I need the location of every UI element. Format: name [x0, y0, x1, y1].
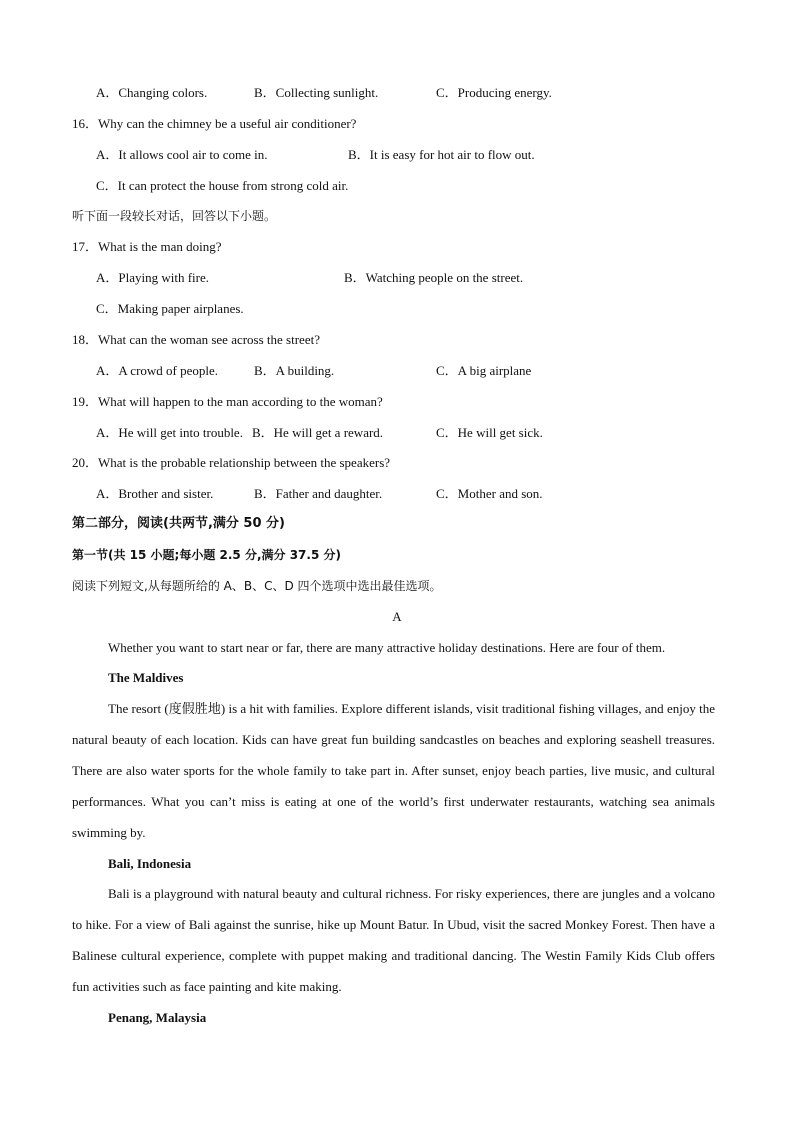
- penang-heading: Penang, Malaysia: [108, 1010, 207, 1025]
- q20-stem: 20．What is the probable relationship between the speakers?: [72, 455, 391, 470]
- q16-option-b: B．It is easy for hot air to flow out.: [348, 147, 535, 162]
- q16-option-c: C．It can protect the house from strong cold air.: [96, 178, 349, 193]
- dialogue-instruction: 听下面一段较长对话，回答以下小题。: [72, 209, 277, 223]
- q17-option-a: A．Playing with fire.: [96, 270, 210, 285]
- q19-option-b: B．He will get a reward.: [252, 425, 384, 440]
- q19-option-a: A．He will get into trouble.: [96, 425, 243, 440]
- q17-stem: 17．What is the man doing?: [72, 239, 222, 254]
- q18-option-a: A．A crowd of people.: [96, 363, 219, 378]
- q16-option-a: A．It allows cool air to come in.: [96, 147, 268, 162]
- q18-stem: 18．What can the woman see across the street?: [72, 332, 320, 347]
- part2-title: 第二部分，阅读(共两节,满分 50 分): [72, 516, 285, 531]
- passage-label: A: [392, 609, 402, 624]
- section1-title: 第一节(共 15 小题;每小题 2.5 分,满分 37.5 分): [72, 548, 341, 562]
- q18-option-c: C．A big airplane: [436, 363, 532, 378]
- maldives-heading: The Maldives: [108, 670, 184, 685]
- maldives-paragraph: [72, 693, 715, 848]
- q17-option-b: B．Watching people on the street.: [344, 270, 524, 285]
- bali-paragraph-text: Bali is a playground with natural beauty and cultural richness. For risky experiences, there are jungles and a volcano to hike. For a view of Bali against the sunrise, hike up Mount Batur. In Ubud, visit the sacred Monkey Forest. Then have a Balinese cultural experience, complete with puppet making and traditional dancing. The Westin Family Kids Club offers fun activities such as face painting and kite making.: [72, 886, 715, 994]
- q19-stem: 19．What will happen to the man according to the woman?: [72, 394, 383, 409]
- q20-option-c: C．Mother and son.: [436, 486, 543, 501]
- intro-paragraph: Whether you want to start near or far, there are many attractive holiday destinations. Here are four of them.: [108, 640, 666, 655]
- q15-option-a: A．Changing colors.: [96, 85, 208, 100]
- bali-paragraph: [72, 878, 715, 1002]
- maldives-paragraph-text: The resort (度假胜地) is a hit with families. Explore different islands, visit traditional fishing villages, and enjoy the natural beauty of each location. Kids can have great fun building sandcastles on beaches and exploring seashell treasures. There are also water sports for the whole family to take part in. After sunset, enjoy beach parties, live music, and cultural performances. What you can’t miss is eating at one of the world’s first underwater restaurants, watching sea animals swimming by.: [72, 701, 715, 840]
- q15-option-c: C．Producing energy.: [436, 85, 552, 100]
- q17-option-c: C．Making paper airplanes.: [96, 301, 244, 316]
- section1-instruction: 阅读下列短文,从每题所给的 A、B、C、D 四个选项中选出最佳选项。: [72, 579, 442, 593]
- bali-heading: Bali, Indonesia: [108, 856, 192, 871]
- q15-option-b: B．Collecting sunlight.: [254, 85, 379, 100]
- q16-stem: 16．Why can the chimney be a useful air conditioner?: [72, 116, 357, 131]
- q19-option-c: C．He will get sick.: [436, 425, 543, 440]
- q20-option-b: B．Father and daughter.: [254, 486, 383, 501]
- q20-option-a: A．Brother and sister.: [96, 486, 214, 501]
- q18-option-b: B．A building.: [254, 363, 335, 378]
